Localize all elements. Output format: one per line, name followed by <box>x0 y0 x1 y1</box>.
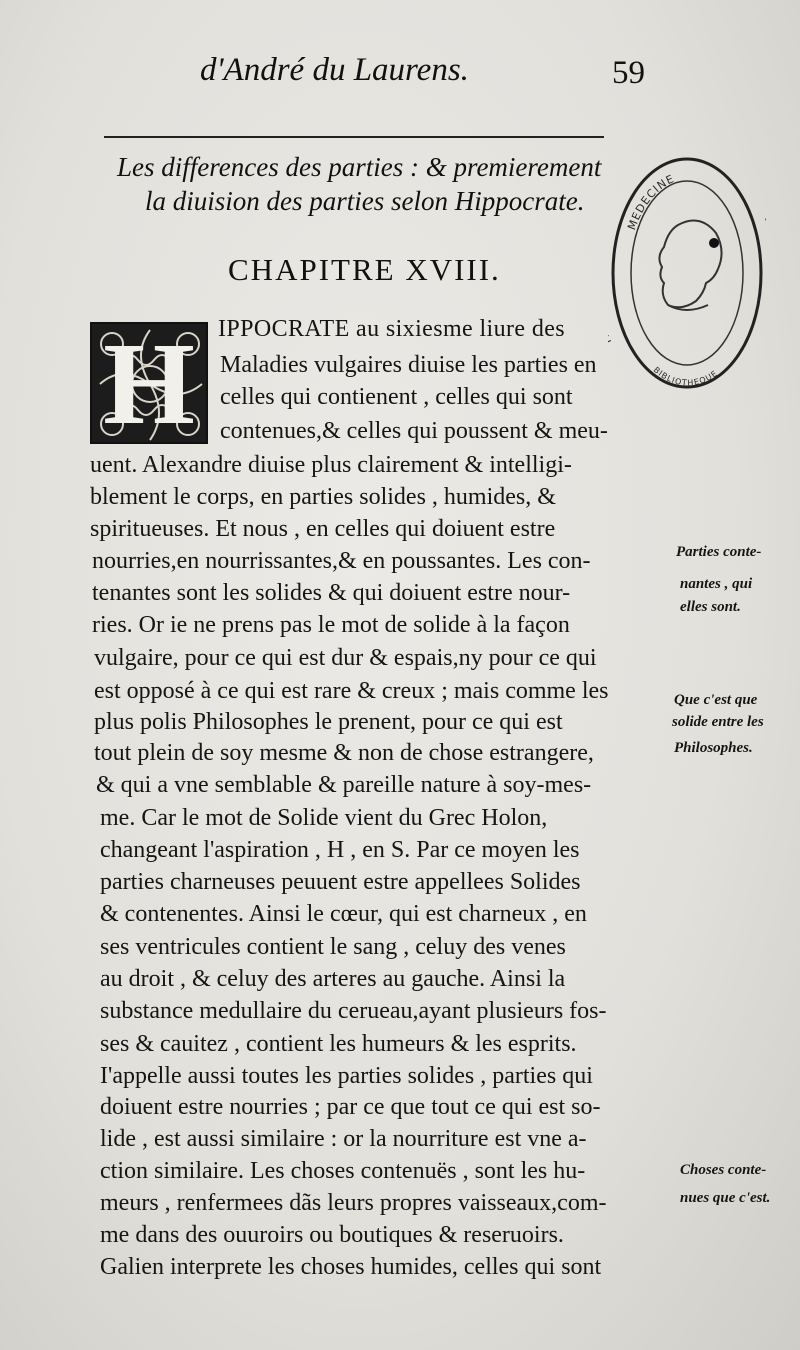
stamp-bottom-text: BIBLIOTHEQUE <box>651 365 720 388</box>
text-line: Maladies vulgaires diuise les parties en <box>220 352 597 378</box>
text-line: me. Car le mot de Solide vient du Grec Holon, <box>100 805 548 831</box>
text-line: & qui a vne semblable & pareille nature à soy-mes- <box>96 772 592 798</box>
chapter-heading-line-2: la diuision des parties selon Hippocrate. <box>145 186 585 216</box>
dropcap-letter: H <box>103 322 195 444</box>
text-line: me dans des ouuroirs ou boutiques & reseruoirs. <box>100 1222 564 1248</box>
text-line: contenues,& celles qui poussent & meu- <box>220 418 608 444</box>
text-line: lide , est aussi similaire : or la nourriture est vne a- <box>100 1126 587 1152</box>
ornamental-dropcap <box>90 322 208 444</box>
text-line: doiuent estre nourries ; par ce que tout ce qui est so- <box>100 1094 601 1120</box>
library-stamp <box>608 155 766 395</box>
text-line: meurs , renfermees dãs leurs propres vaisseaux,com- <box>100 1190 607 1216</box>
text-line: nourries,en nourrissantes,& en poussantes. Les con- <box>92 548 591 574</box>
text-line: vulgaire, pour ce qui est dur & espais,ny pour ce qui <box>94 645 597 671</box>
text-line: tout plein de soy mesme & non de chose estrangere, <box>94 740 594 766</box>
text-line: ses & cauitez , contient les humeurs & les esprits. <box>100 1031 577 1057</box>
margin-note-2-line-3: Philosophes. <box>674 740 753 756</box>
text-line: & contenentes. Ainsi le cœur, qui est charneux , en <box>100 901 587 927</box>
text-line: uent. Alexandre diuise plus clairement & intelligi- <box>90 452 572 478</box>
margin-note-1-line-2: nantes , qui <box>680 576 753 592</box>
margin-note-2-line-1: Que c'est que <box>674 692 758 708</box>
text-line: plus polis Philosophes le prenent, pour ce qui est <box>94 709 563 735</box>
stamp-right-text <box>762 214 766 275</box>
page-number: 59 <box>612 55 645 91</box>
text-line: blement le corps, en parties solides , humides, & <box>90 484 556 510</box>
text-line: ries. Or ie ne prens pas le mot de solide à la façon <box>92 612 570 638</box>
text-line: tenantes sont les solides & qui doiuent estre nour- <box>92 580 571 606</box>
text-line: parties charneuses peuuent estre appellees Solides <box>100 869 581 895</box>
header-rule <box>104 136 604 138</box>
text-line: celles qui contienent , celles qui sont <box>220 384 573 410</box>
text-line: I'appelle aussi toutes les parties solides , parties qui <box>100 1063 593 1089</box>
library-stamp-icon <box>608 155 766 395</box>
running-title: d'André du Laurens. <box>200 52 469 88</box>
margin-note-3-line-1: Choses conte- <box>680 1162 767 1178</box>
chapter-heading <box>105 150 625 218</box>
text-line: spiritueuses. Et nous , en celles qui doiuent estre <box>90 516 556 542</box>
stamp-top-text: MEDECINE <box>625 172 677 232</box>
text-line: au droit , & celuy des arteres au gauche. Ainsi la <box>100 966 566 992</box>
text-line: changeant l'aspiration , H , en S. Par ce moyen les <box>100 837 580 863</box>
text-line: ction similaire. Les choses contenuës , sont les hu- <box>100 1158 586 1184</box>
text-line: substance medullaire du cerueau,ayant plusieurs fos- <box>100 998 607 1024</box>
text-line: IPPOCRATE au sixiesme liure des <box>218 316 566 342</box>
text-line: Galien interprete les choses humides, celles qui sont <box>100 1254 602 1280</box>
text-line: est opposé à ce qui est rare & creux ; mais comme les <box>94 678 609 704</box>
chapter-heading-line-1: Les differences des parties : & premierement <box>117 152 602 182</box>
margin-note-1-line-1: Parties conte- <box>676 544 762 560</box>
margin-note-2-line-2: solide entre les <box>672 714 764 730</box>
text-line: ses ventricules contient le sang , celuy des venes <box>100 934 566 960</box>
chapter-number: CHAPITRE XVIII. <box>228 252 501 287</box>
margin-note-1-line-3: elles sont. <box>680 599 741 615</box>
margin-note-3-line-2: nues que c'est. <box>680 1190 771 1206</box>
